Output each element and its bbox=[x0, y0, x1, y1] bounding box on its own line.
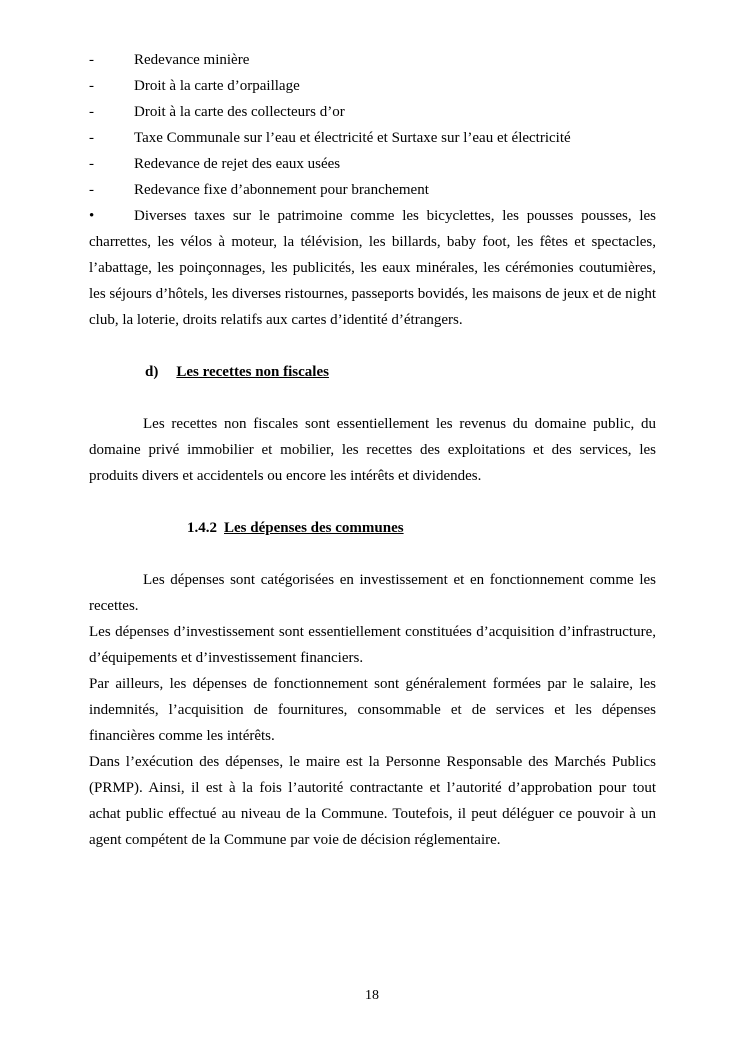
dash-bullet: - bbox=[89, 156, 94, 172]
list-item bbox=[89, 73, 656, 99]
list-item-text: Redevance fixe d’abonnement pour branchement bbox=[134, 182, 429, 198]
list-item bbox=[89, 177, 656, 203]
section-label: 1.4.2 bbox=[187, 520, 217, 536]
section-title: Les recettes non fiscales bbox=[176, 364, 329, 380]
bullet-marker: • bbox=[89, 208, 95, 224]
paragraph-recettes-non-fiscales: Les recettes non fiscales sont essentiellement les revenus du domaine public, du domaine privé immobilier et mobilier, les recettes des exploitations et des services, les produits divers et accidentels ou encore les intérêts et dividendes. bbox=[89, 416, 656, 484]
dash-list bbox=[89, 47, 656, 203]
list-item bbox=[89, 47, 656, 73]
list-item bbox=[89, 99, 656, 125]
list-item-text: Taxe Communale sur l’eau et électricité et Surtaxe sur l’eau et électricité bbox=[134, 130, 571, 146]
page-number: 18 bbox=[365, 988, 379, 1003]
paragraph-depenses-1: Les dépenses sont catégorisées en investissement et en fonctionnement comme les recettes. bbox=[89, 572, 656, 614]
list-item-text: Droit à la carte d’orpaillage bbox=[134, 78, 300, 94]
dash-bullet: - bbox=[89, 130, 94, 146]
paragraph-depenses-3: Par ailleurs, les dépenses de fonctionnement sont généralement formées par le salaire, les indemnités, l’acquisition de fournitures, consommable et de services et les dépenses financières comme les intérêts. bbox=[89, 676, 656, 744]
dash-bullet: - bbox=[89, 78, 94, 94]
paragraph-depenses-2: Les dépenses d’investissement sont essentiellement constituées d’acquisition d’infrastructure, d’équipements et d’investissement financiers. bbox=[89, 624, 656, 666]
dash-bullet: - bbox=[89, 52, 94, 68]
section-label: d) bbox=[145, 364, 159, 380]
bullet-paragraph-text: Diverses taxes sur le patrimoine comme les bicyclettes, les pousses pousses, les charrettes, les vélos à moteur, la télévision, les billards, baby foot, les fêtes et spectacles, l’abattage, les poinçonnages, les publicités, les eaux minérales, les cérémonies coutumières, les séjours d’hôtels, les diverses ristournes, passeports bovidés, les maisons de jeux et de night club, la loterie, droits relatifs aux cartes d’identité d’étrangers. bbox=[89, 208, 656, 328]
list-item-text: Droit à la carte des collecteurs d’or bbox=[134, 104, 345, 120]
list-item-text: Redevance de rejet des eaux usées bbox=[134, 156, 341, 172]
section-heading-d bbox=[89, 359, 656, 385]
list-item bbox=[89, 151, 656, 177]
list-item bbox=[89, 125, 656, 151]
section-title: Les dépenses des communes bbox=[224, 520, 404, 536]
section-heading-142 bbox=[89, 515, 656, 541]
page-content bbox=[89, 47, 656, 853]
dash-bullet: - bbox=[89, 182, 94, 198]
bullet-paragraph bbox=[89, 203, 656, 333]
list-item-text: Redevance minière bbox=[134, 52, 250, 68]
paragraph-depenses-4: Dans l’exécution des dépenses, le maire est la Personne Responsable des Marchés Publics (PRMP). Ainsi, il est à la fois l’autorité contractante et l’autorité d’approbation pour tout achat public effectué au niveau de la Commune. Toutefois, il peut déléguer ce pouvoir à un agent compétent de la Commune par voie de décision réglementaire. bbox=[89, 754, 656, 848]
dash-bullet: - bbox=[89, 104, 94, 120]
